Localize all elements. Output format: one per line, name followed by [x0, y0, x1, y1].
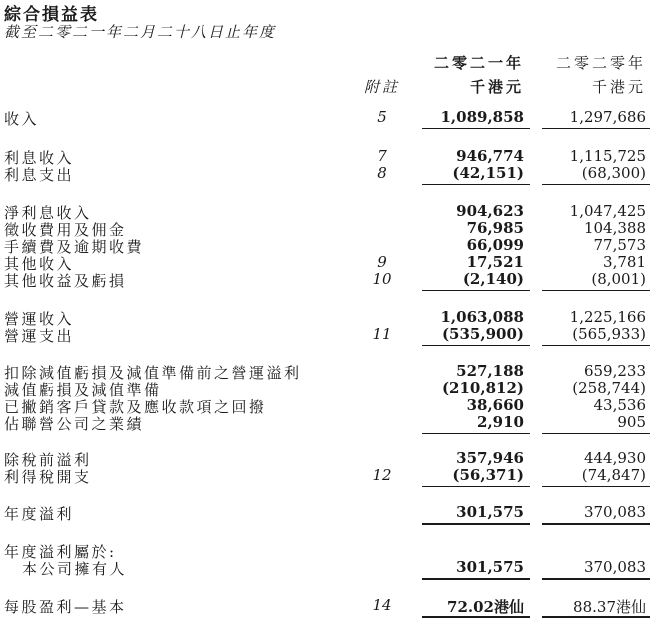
table-row [0, 379, 652, 399]
row-note: 7 [377, 147, 387, 165]
table-row [0, 466, 652, 486]
current-value: 1,089,858 [440, 108, 524, 126]
table-row [0, 503, 652, 523]
row-label: 每股盈利—基本 [4, 598, 127, 616]
row-note: 8 [377, 164, 387, 182]
prior-value: (258,744) [572, 379, 646, 397]
row-label: 利息支出 [4, 166, 75, 184]
prior-value: 88.37港仙 [573, 598, 646, 616]
current-value: (42,151) [452, 164, 524, 182]
underline-rule [542, 290, 650, 291]
current-value: 76,985 [466, 219, 524, 237]
row-label: 其他收入 [4, 255, 75, 273]
double-underline-rule [542, 616, 650, 618]
current-value: 527,188 [456, 362, 524, 380]
row-label: 本公司擁有人 [22, 560, 128, 578]
table-row [0, 147, 652, 167]
prior-value: (8,001) [591, 270, 646, 288]
row-label: 已撇銷客戶貸款及應收款項之回撥 [4, 398, 267, 416]
row-label: 手續費及逾期收費 [4, 238, 145, 256]
current-value: 946,774 [456, 147, 524, 165]
underline-rule [422, 486, 530, 487]
table-row [0, 596, 652, 616]
current-value: 72.02港仙 [447, 598, 524, 616]
prior-value: 1,225,166 [569, 308, 646, 326]
prior-value: 659,233 [583, 362, 646, 380]
row-label: 徵收費用及佣金 [4, 221, 127, 239]
row-note: 14 [372, 596, 392, 614]
table-row [0, 270, 652, 290]
prior-value: 43,536 [593, 396, 646, 414]
current-value: 2,910 [477, 413, 524, 431]
row-label: 淨利息收入 [4, 204, 92, 222]
prior-value: 104,388 [583, 219, 646, 237]
statement-period: 截至二零二一年二月二十八日止年度 [4, 23, 277, 41]
double-underline-rule [422, 616, 530, 618]
table-row [0, 219, 652, 239]
double-underline-rule [542, 578, 650, 580]
row-label: 營運收入 [4, 310, 75, 328]
underline-rule [542, 486, 650, 487]
current-value: 66,099 [466, 236, 524, 254]
row-note: 9 [377, 253, 387, 271]
prior-value: 3,781 [603, 253, 646, 271]
row-label: 扣除減值虧損及減值準備前之營運溢利 [4, 364, 302, 382]
row-note: 11 [372, 325, 392, 343]
current-value: (535,900) [441, 325, 524, 343]
underline-rule [542, 433, 650, 434]
row-label: 利得稅開支 [4, 468, 92, 486]
current-value: (2,140) [462, 270, 524, 288]
table-row [0, 202, 652, 222]
current-value: 904,623 [456, 202, 524, 220]
table-row [0, 558, 652, 578]
prior-value: 1,115,725 [569, 147, 646, 165]
prior-value: 77,573 [593, 236, 646, 254]
underline-rule [422, 184, 530, 185]
row-label: 減值虧損及減值準備 [4, 381, 162, 399]
row-note: 10 [372, 270, 392, 288]
underline-rule [542, 345, 650, 346]
table-row [0, 253, 652, 273]
row-note: 5 [377, 108, 387, 126]
table-row [0, 108, 652, 128]
note-header: 附註 [363, 78, 400, 96]
current-unit-header: 千港元 [469, 78, 524, 96]
prior-value: 444,930 [583, 449, 646, 467]
table-row [0, 541, 652, 561]
underline-rule [422, 290, 530, 291]
underline-rule [422, 345, 530, 346]
prior-value: (68,300) [581, 164, 646, 182]
row-label: 年度溢利 [4, 505, 75, 523]
underline-rule [422, 433, 530, 434]
table-row [0, 308, 652, 328]
current-value: 1,063,088 [440, 308, 524, 326]
prior-value: (74,847) [581, 466, 646, 484]
table-row [0, 164, 652, 184]
row-label: 營運支出 [4, 327, 75, 345]
underline-rule [542, 128, 650, 129]
table-row [0, 325, 652, 345]
row-label: 年度溢利屬於: [4, 543, 117, 561]
prior-value: 370,083 [583, 558, 646, 576]
current-value: (56,371) [452, 466, 524, 484]
current-value: 38,660 [466, 396, 524, 414]
table-row [0, 236, 652, 256]
table-row [0, 362, 652, 382]
row-label: 利息收入 [4, 149, 75, 167]
current-value: 301,575 [456, 558, 524, 576]
statement-title: 綜合損益表 [4, 5, 99, 25]
prior-value: (565,933) [572, 325, 646, 343]
current-value: 301,575 [456, 503, 524, 521]
double-underline-rule [422, 523, 530, 525]
double-underline-rule [542, 523, 650, 525]
row-label: 佔聯營公司之業績 [4, 415, 145, 433]
underline-rule [422, 128, 530, 129]
prior-unit-header: 千港元 [591, 78, 646, 96]
current-value: 357,946 [456, 449, 524, 467]
prior-value: 1,047,425 [569, 202, 646, 220]
row-note: 12 [372, 466, 392, 484]
prior-year-header: 二零二零年 [555, 54, 646, 72]
row-label: 收入 [4, 110, 40, 128]
row-label: 除稅前溢利 [4, 451, 92, 469]
table-row [0, 449, 652, 469]
prior-value: 1,297,686 [569, 108, 646, 126]
table-row [0, 413, 652, 433]
underline-rule [542, 184, 650, 185]
current-value: 17,521 [466, 253, 524, 271]
prior-value: 905 [617, 413, 646, 431]
current-year-header: 二零二一年 [433, 54, 524, 72]
double-underline-rule [422, 578, 530, 580]
current-value: (210,812) [441, 379, 524, 397]
table-row [0, 396, 652, 416]
row-label: 其他收益及虧損 [4, 272, 127, 290]
prior-value: 370,083 [583, 503, 646, 521]
